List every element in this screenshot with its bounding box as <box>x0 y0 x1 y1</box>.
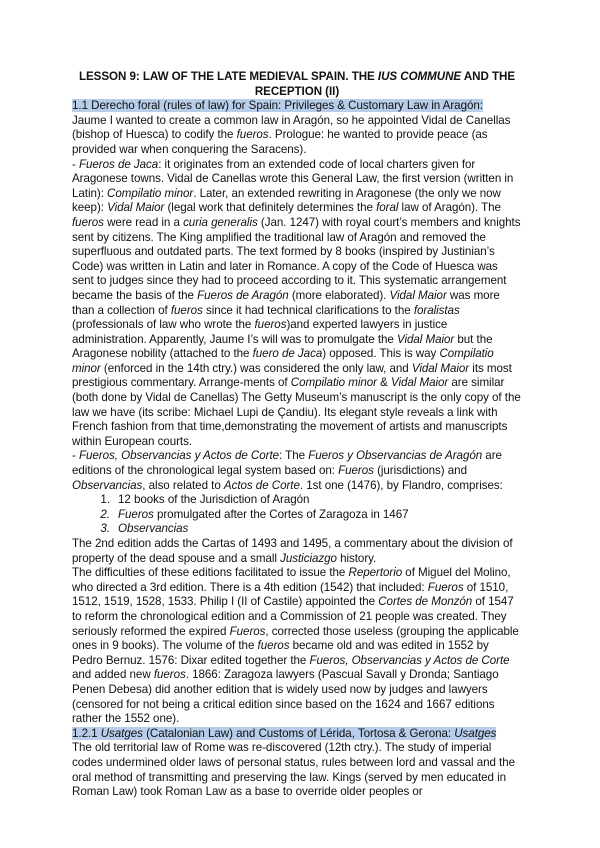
paragraph-second-edition: The 2nd edition adds the Cartas of 1493 and 1495, a commentary about the division of property of the dead spouse and a small Justiciazgo history. <box>72 537 513 565</box>
paragraph-fueros-de-jaca: - Fueros de Jaca: it originates from an extended code of local charters given for Aragonese towns. Vidal de Canellas wrote this General Law, the first version (written in Latin): Compilatio minor. Later, an extended rewriting in Aragonese (the only we now keep): Vidal Maior (legal work that definitely determines the foral law of Aragón). The fueros were read in a curia generalis (Jan. 1247) with royal court’s members and knights sent by citizens. The King amplified the traditional law of Aragón and removed the superfluous and outdated parts. The text formed by 8 books (inspired by Justinian’s Code) was written in Latin and later in Romance. A copy of the Code of Huesca was sent to judges since they had to proceed according to it. This systematic arrangement became the basis of the Fueros de Aragón (more elaborated). Vidal Maior was more than a collection of fueros since it had technical clarifications to the foralistas (professionals of law who wrote the fueros)and experted lawyers in justice administration. Apparently, Jaume I’s will was to promulgate the Vidal Maior but the Aragonese nobility (attached to the fuero de Jaca) opposed. This is way Compilatio minor (enforced in the 14th ctry.) was considered the only law, and Vidal Maior its most prestigious commentary. Arrange-ments of Compilatio minor & Vidal Maior are similar (both done by Vidal de Canellas) The Getty Museum’s manuscript is the only copy of the law we have (its scribe: Michael Lupi de Çandiu). Its elegant style reveals a link with French fashion from that time,demonstrating the movement of artists and manuscripts within European courts. <box>72 157 521 448</box>
paragraph-usatges: The old territorial law of Rome was re-discovered (12th ctry.). The study of imperial codes undermined older laws of personal status, rules between lord and vassal and the oral method of transmitting and preserving the law. Kings (served by men educated in Roman Law) took Roman Law as a base to override older peoples or <box>72 741 516 799</box>
section-1-2-1-heading: 1.2.1 Usatges (Catalonian Law) and Customs of Lérida, Tortosa & Gerona: Usatges <box>72 726 497 740</box>
list-item: 2. Fueros promulgated after the Cortes of Zaragoza in 1467 <box>100 507 409 521</box>
paragraph-jaume: Jaume I wanted to create a common law in Aragón, so he appointed Vidal de Canellas (bishop of Huesca) to codify the fueros. Prologue: he wanted to provide peace (as provided war when conquering the Saracens). <box>72 113 511 156</box>
section-1-1-heading: 1.1 Derecho foral (rules of law) for Spain: Privileges & Customary Law in Aragón: <box>72 99 483 113</box>
editions-list <box>72 493 522 537</box>
list-item: 1. 12 books of the Jurisdiction of Aragón <box>100 493 310 507</box>
paragraph-fueros-observancias: - Fueros, Observancias y Actos de Corte: The Fueros y Observancias de Aragón are editions of the chronological legal system based on: Fueros (jurisdictions) and Observancias, also related to Actos de Corte. 1st one (1476), by Flandro, comprises: <box>72 449 503 492</box>
paragraph-difficulties: The difficulties of these editions facilitated to issue the Repertorio of Miguel del Molino, who directed a 3rd edition. There is a 4th edition (1542) that included: Fueros of 1510, 1512, 1519, 1528, 1533. Philip I (II of Castile) appointed the Cortes de Monzón of 1547 to reform the chronological edition and a Commission of 21 people was created. They seriously reformed the expired Fueros, corrected those useless (grouping the applicable ones in 9 books). The volume of the fueros became old and was edited in 1552 by Pedro Bernuz. 1576: Dixar edited together the Fueros, Observancias y Actos de Corte and added new fueros. 1866: Zaragoza lawyers (Pascual Savall y Dronda; Santiago Penen Debesa) did another edition that is widely used now by judges and lawyers (censored for not being a critical edition since based on the 1624 and 1667 editions rather the 1552 one). <box>72 566 519 726</box>
document-page <box>72 70 522 800</box>
lesson-title: LESSON 9: LAW OF THE LATE MEDIEVAL SPAIN. THE IUS COMMUNE AND THE RECEPTION (II) <box>78 70 516 98</box>
list-item: 3. Observancias <box>100 522 189 536</box>
